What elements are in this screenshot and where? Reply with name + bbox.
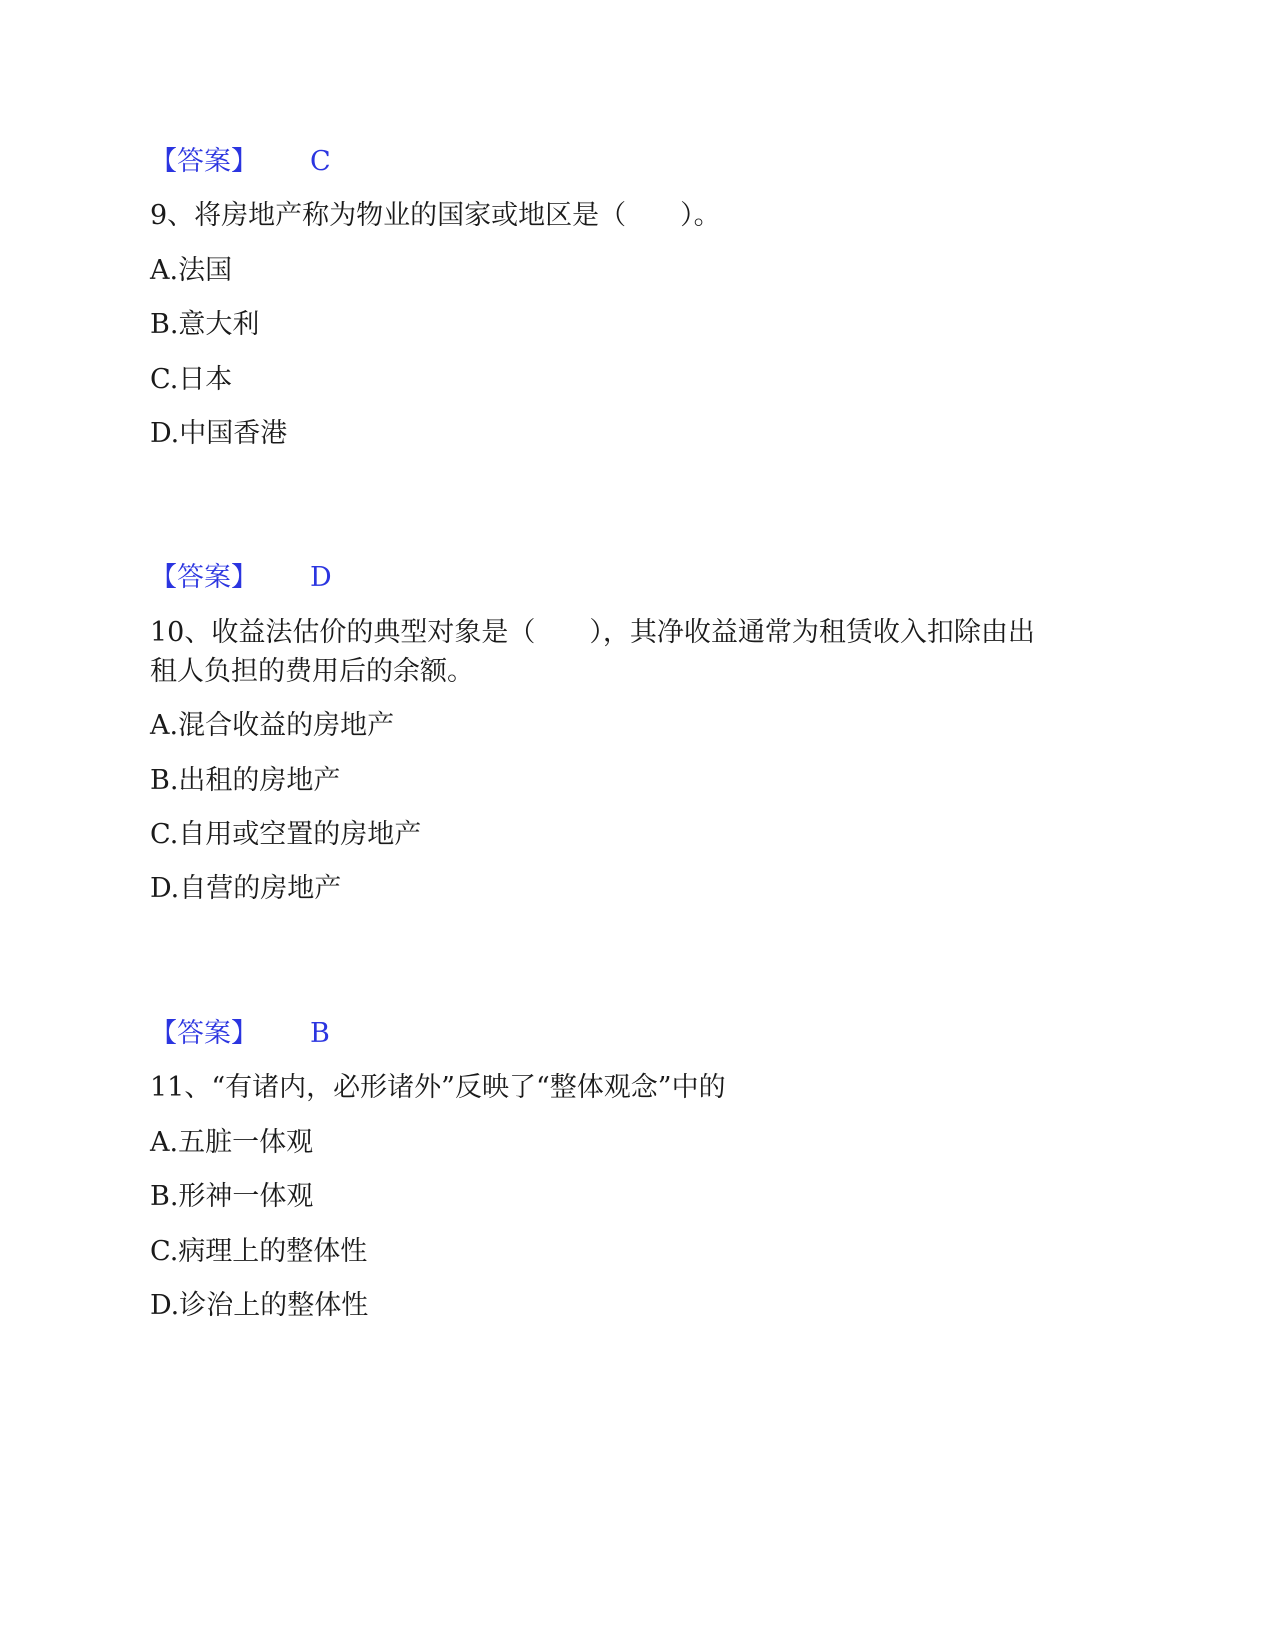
question-10-option-b: B.出租的房地产 [150, 765, 341, 796]
question-11-option-c: C.病理上的整体性 [150, 1236, 368, 1267]
answer-value: C [310, 146, 331, 177]
question-11-option-a: A.五脏一体观 [150, 1127, 314, 1158]
question-9-option-a: A.法国 [150, 255, 233, 286]
question-10-option-a: A.混合收益的房地产 [150, 710, 395, 741]
question-9-text: 9、将房地产称为物业的国家或地区是（ ）。 [150, 200, 721, 231]
question-11-option-d: D.诊治上的整体性 [150, 1290, 369, 1321]
question-9-option-b: B.意大利 [150, 309, 260, 340]
answer-row [150, 1014, 330, 1054]
answer-label: 【答案】 [150, 562, 258, 593]
answer-label: 【答案】 [150, 146, 258, 177]
answer-value: B [310, 1018, 330, 1049]
question-10-option-c: C.自用或空置的房地产 [150, 819, 422, 850]
question-9-option-d: D.中国香港 [150, 418, 288, 449]
answer-row [150, 558, 332, 598]
question-11-option-b: B.形神一体观 [150, 1181, 314, 1212]
question-11-text: 11、“有诸内，必形诸外”反映了“整体观念”中的 [150, 1072, 726, 1103]
answer-row [150, 142, 331, 182]
question-10-option-d: D.自营的房地产 [150, 873, 342, 904]
question-10-text-line1: 10、收益法估价的典型对象是（ ），其净收益通常为租赁收入扣除由出 [150, 617, 1035, 648]
question-10-text-line2: 租人负担的费用后的余额。 [150, 656, 474, 687]
answer-label: 【答案】 [150, 1018, 258, 1049]
question-9-option-c: C.日本 [150, 364, 233, 395]
answer-value: D [310, 562, 332, 593]
